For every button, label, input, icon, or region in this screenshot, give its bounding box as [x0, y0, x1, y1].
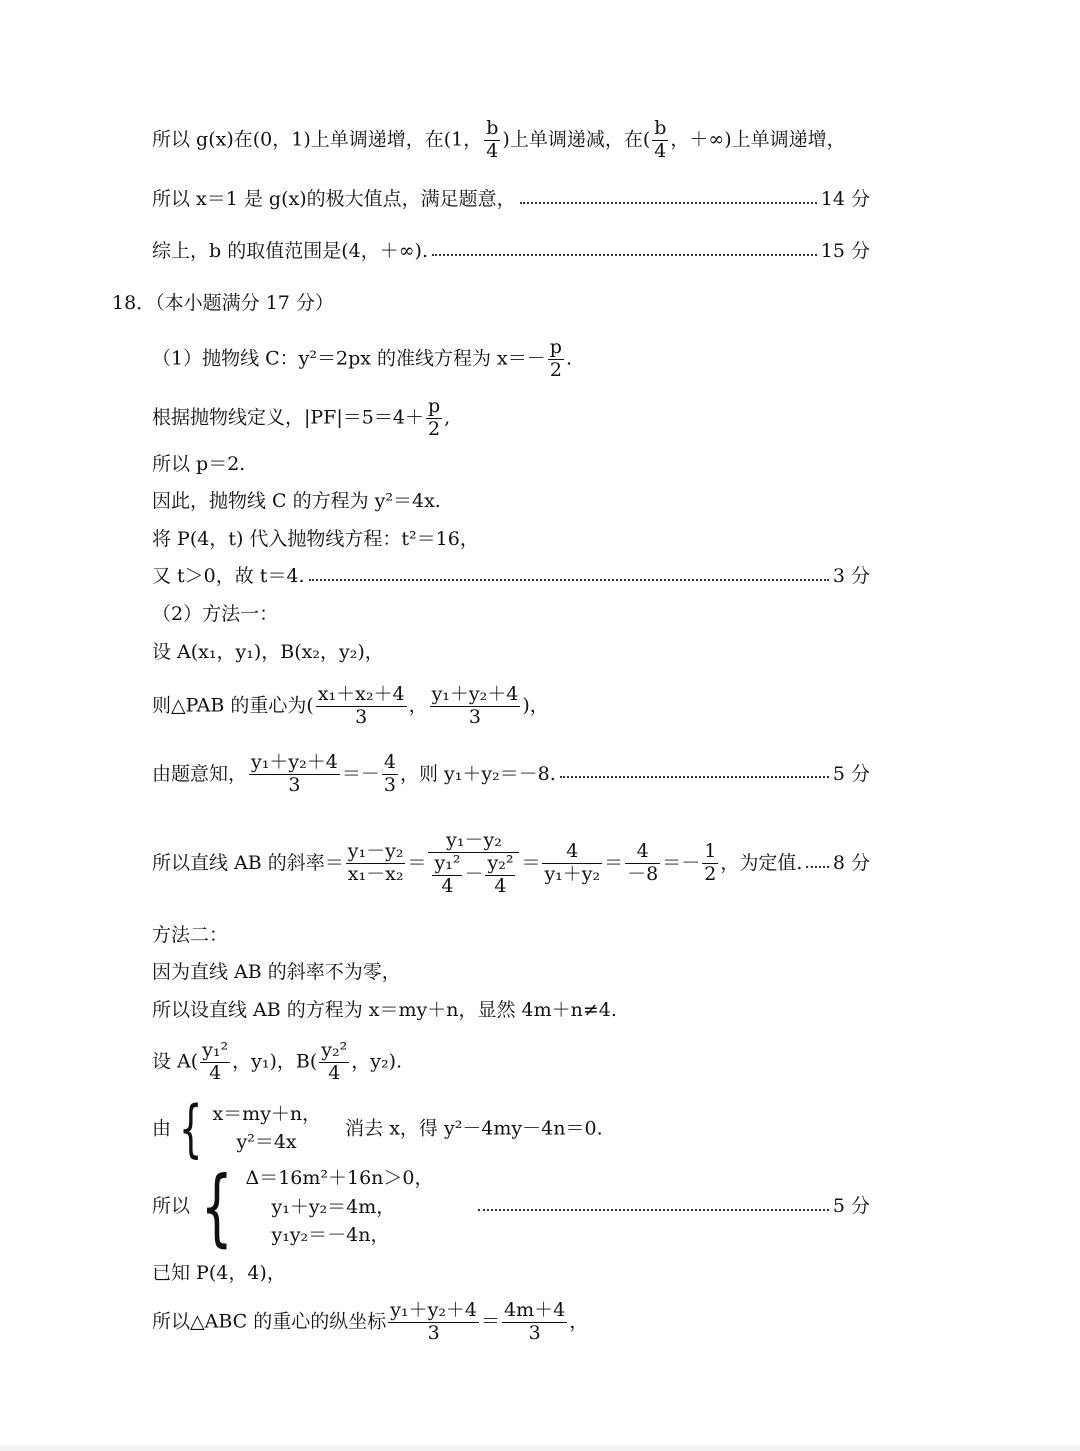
text: ，y₁)，B(	[232, 1050, 318, 1073]
text-line: 则△PAB 的重心为( $\frac{\text{x₁＋x₂＋4}}{3}$ ， $\frac{\text{y₁＋y₂＋4}}{3}$ )，	[152, 683, 549, 728]
fraction: $\frac{1}{2}$	[704, 840, 717, 886]
fraction: $\frac{\text{y₁²}}{4}$	[202, 1039, 229, 1084]
text: )上单调递减，在(	[502, 128, 651, 151]
text: 由	[152, 1117, 172, 1140]
text-line: 由题意知， $\frac{\text{y₁＋y₂＋4}}{3}$ ＝ － $\frac{4}{3}$ ，则 y₁＋y₂＝－8. 5 分	[152, 751, 870, 796]
score: 8 分	[832, 852, 870, 875]
score: 14 分	[820, 188, 870, 210]
leader-dots	[520, 202, 817, 204]
fraction: $\frac{4}{-8}$	[627, 840, 659, 886]
fraction: $\frac{b}{4}$	[486, 117, 499, 162]
text: 所以△ABC 的重心的纵坐标	[152, 1310, 387, 1333]
score: 3 分	[832, 565, 870, 587]
text-line: 所以设直线 AB 的方程为 x＝my＋n，显然 4m＋n≠4.	[152, 999, 617, 1021]
fraction: $\frac{p}{2}$	[549, 336, 562, 381]
text: ，则 y₁＋y₂＝－8.	[399, 762, 556, 785]
text: 又 t＞0，故 t＝4.	[152, 565, 305, 587]
text: 根据抛物线定义，|PF|＝5＝4＋	[152, 406, 424, 429]
text: ，＋∞)上单调递增，	[670, 128, 846, 151]
text: 所以直线 AB 的斜率＝	[152, 852, 344, 875]
text-line: 将 P(4，t) 代入抛物线方程：t²＝16，	[152, 528, 479, 550]
text: 所以	[152, 1195, 191, 1218]
fraction: $\frac{\text{y₂²}}{4}$	[321, 1039, 348, 1084]
text-line	[152, 190, 870, 209]
fraction: $\frac{\text{y₁－y₂}}{\text{x₁－x₂}}$	[347, 840, 404, 886]
text-line: （1）抛物线 C：y²＝2px 的准线方程为 x＝－ $\frac{p}{2}$ .	[152, 336, 572, 381]
text-line	[152, 1092, 603, 1165]
text-line	[152, 567, 870, 586]
text: 由题意知，	[152, 762, 248, 785]
fraction: y₁－y₂ $\frac{\text{y₁²}}{4}$ － $\frac{\text{y₂²}}{4}$	[428, 830, 519, 898]
fraction: $\frac{4}{\text{y₁＋y₂}}$	[544, 840, 601, 886]
fraction: $\frac{4m+4}{3}$	[504, 1299, 566, 1344]
text-line: 方法二：	[152, 924, 229, 946]
fraction: $\frac{\text{x₁＋x₂＋4}}{3}$	[317, 683, 405, 728]
text: 设 A(	[152, 1050, 199, 1073]
score: 5 分	[832, 762, 870, 785]
text: ，y₂).	[351, 1050, 403, 1073]
question-heading: 18．（本小题满分 17 分）	[112, 292, 334, 314]
page-bottom-edge	[0, 1445, 1080, 1451]
score: 5 分	[832, 1195, 870, 1218]
leader-dots	[309, 579, 829, 581]
fraction: $\frac{b}{4}$	[654, 117, 667, 162]
left-brace: {	[178, 1092, 203, 1165]
text-line: 所以△ABC 的重心的纵坐标 $\frac{\text{y₁＋y₂＋4}}{3}$ ＝ $\frac{4m+4}{3}$ ，	[152, 1299, 589, 1344]
text: 消去 x，得 y²－4my－4n＝0.	[345, 1117, 603, 1140]
text-line	[152, 1157, 870, 1256]
text-line: 已知 P(4，4)，	[152, 1262, 286, 1284]
text-line: 因此，抛物线 C 的方程为 y²＝4x.	[152, 490, 441, 512]
text: 所以 g(x)在(0，1)上单调递增，在(1，	[152, 128, 483, 151]
leader-dots	[806, 866, 828, 868]
text-line: 所以 p＝2.	[152, 453, 246, 475]
equation-system: Δ＝16m²＋16n＞0， y₁＋y₂＝4m， y₁y₂＝－4n，	[245, 1167, 434, 1246]
leader-dots	[432, 254, 817, 256]
text: ，为定值.	[720, 852, 803, 875]
fraction: $\frac{\text{y₁＋y₂＋4}}{3}$	[251, 751, 338, 796]
fraction: $\frac{4}{3}$	[383, 751, 396, 796]
text-line	[152, 1040, 402, 1085]
text-line: 设 A(x₁，y₁)，B(x₂，y₂)，	[152, 641, 384, 663]
text: （1）抛物线 C：y²＝2px 的准线方程为 x＝－	[152, 347, 546, 370]
score: 15 分	[820, 240, 870, 262]
fraction: $\frac{\text{y₁＋y₂＋4}}{3}$	[431, 683, 519, 728]
leader-dots	[478, 1209, 829, 1211]
equation-system: x＝my＋n， y²＝4x	[212, 1103, 322, 1153]
text: 所以 x＝1 是 g(x)的极大值点，满足题意，	[152, 188, 516, 210]
text-line: 根据抛物线定义，|PF|＝5＝4＋ $\frac{p}{2}$ ,	[152, 395, 451, 440]
text: 综上，b 的取值范围是(4，＋∞).	[152, 240, 428, 262]
fraction: $\frac{p}{2}$	[427, 395, 441, 440]
left-brace: {	[200, 1157, 233, 1256]
text-line	[152, 242, 870, 261]
text-line: 所以直线 AB 的斜率＝ $\frac{\text{y₁－y₂}}{\text{x₁－x₂}}$ ＝ y₁－y₂ $\frac{\text{y₁²}}{4}$ － $\frac{\text{y₂²}}{4}$ ＝ $\frac{4}{\text{y₁＋y₂}}$ ＝ $\frac{4}{-8}$ ＝ － $\frac{1}{2}$ ，为定值. 8 分	[152, 829, 870, 897]
text: 则△PAB 的重心为(	[152, 694, 314, 717]
leader-dots	[560, 776, 829, 778]
text-line: （2）方法一：	[152, 603, 279, 625]
text-line	[152, 118, 846, 163]
fraction: $\frac{\text{y₁＋y₂＋4}}{3}$	[390, 1299, 478, 1344]
text-line: 因为直线 AB 的斜率不为零，	[152, 961, 401, 983]
